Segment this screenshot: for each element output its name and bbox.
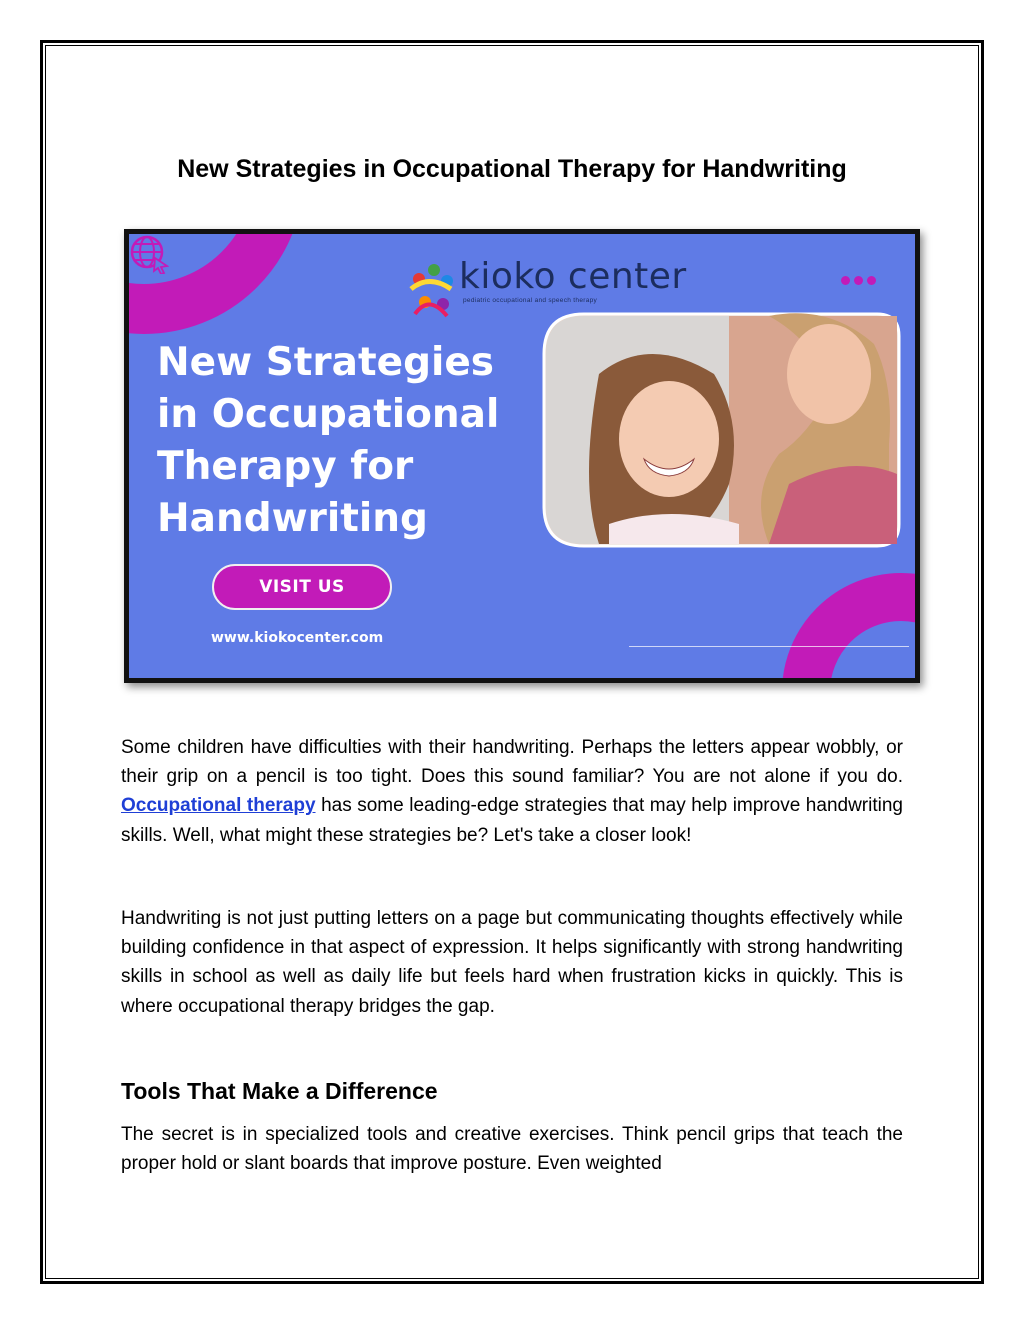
page-title: New Strategies in Occupational Therapy for Handwriting — [177, 155, 847, 183]
logo-tagline: pediatric occupational and speech therapy — [463, 297, 598, 304]
logo-name: kioko center — [459, 256, 687, 297]
logo-mark — [411, 264, 453, 316]
menu-dots-icon — [841, 272, 880, 290]
intro-text-start: Some children have difficulties with their handwriting. Perhaps the letters appear wobbly, or their grip on a pencil is too tight. Does this sound familiar? You are not alone if you do. — [121, 737, 903, 788]
photo-frame — [544, 313, 899, 546]
banner-divider — [629, 646, 909, 647]
headline-line: Handwriting — [157, 496, 428, 541]
handwriting-paragraph: Handwriting is not just putting letters on a page but communicating thoughts effectively while building confidence in that aspect of expression. It helps significantly with strong handwriting skills in school as well as daily life but feels hard when frustration kicks in quickly. This is where occupational therapy bridges the gap. — [121, 908, 903, 1017]
headline-line: New Strategies — [157, 340, 495, 385]
visit-us-button[interactable]: VISIT US — [212, 564, 392, 610]
banner-url[interactable]: www.kiokocenter.com — [211, 630, 384, 646]
headline-line: Therapy for — [157, 444, 414, 489]
tools-paragraph: The secret is in specialized tools and creative exercises. Think pencil grips that teach the proper hold or slant boards that improve posture. Even weighted — [121, 1124, 903, 1175]
headline-line: in Occupational — [157, 392, 500, 437]
globe-cursor-icon — [129, 234, 169, 274]
banner-canvas — [129, 234, 915, 678]
intro-text-end: has some leading-edge strategies that may help improve handwriting skills. Well, what might these strategies be? Let's take a closer look! — [121, 795, 903, 846]
section-heading-tools: Tools That Make a Difference — [121, 1078, 438, 1104]
banner-image — [124, 229, 920, 683]
banner-headline — [157, 337, 527, 545]
intro-paragraph — [121, 733, 903, 850]
decor-arc-bottom-right — [806, 597, 915, 678]
occupational-therapy-link[interactable]: Occupational therapy — [121, 795, 316, 817]
